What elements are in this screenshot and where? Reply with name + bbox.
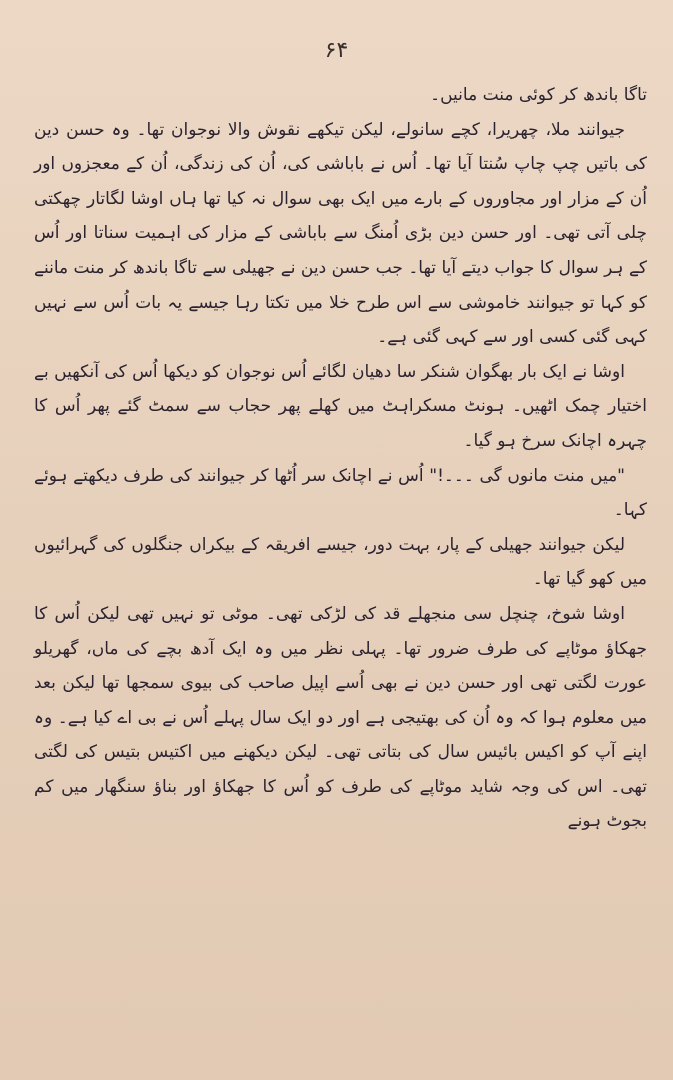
paragraph-3: اوشا نے ایک بار بھگوان شنکر سا دھیان لگائے اُس نوجوان کو دیکھا اُس کی آنکھیں بے اختیار چمک اٹھیں۔ ہونٹ مسکراہٹ میں کھلے پھر حجاب سے سمٹ گئے پھر اُس کا چہرہ اچانک سرخ ہو گیا۔ — [34, 361, 647, 451]
page-body-text — [34, 78, 647, 839]
paragraph-5: لیکن جیوانند جھیلی کے پار، بہت دور، جیسے افریقہ کے بیکراں جنگلوں کی گہرائیوں میں کھو گیا تھا۔ — [34, 534, 647, 590]
paragraph-2: جیوانند ملا، چھریرا، کچے سانولے، لیکن تیکھے نقوش والا نوجوان تھا۔ وہ حسن دین کی باتیں چپ چاپ سُنتا آیا تھا۔ اُس نے باباشی کی، اُن کی زندگی، اُن کے معجزوں اور اُن کے مزار اور مجاوروں کے بارے میں ایک بھی سوال نہ کیا تھا ہاں اوشا لگاتار چھکتی چلی آتی تھی۔ اور حسن دین بڑی اُمنگ سے باباشی کے مزار کی اہمیت سناتا اور اُس کے ہر سوال کا جواب دیتے آیا تھا۔ جب حسن دین نے جھیلی سے تاگا باندھ کر منت ماننے کو کہا تو جیوانند خاموشی سے اس طرح خلا میں تکتا رہا جیسے یہ بات اُس سے نہیں کہی گئی کسی اور سے کہی گئی ہے۔ — [34, 119, 647, 348]
paragraph-1: تاگا باندھ کر کوئی منت مانیں۔ — [430, 85, 647, 105]
paragraph-4: "میں منت مانوں گی ۔۔۔!" اُس نے اچانک سر اُٹھا کر جیوانند کی طرف دیکھتے ہوئے کہا۔ — [34, 465, 647, 521]
page-number: ۶۴ — [324, 38, 349, 63]
paragraph-6: اوشا شوخ، چنچل سی منجھلے قد کی لڑکی تھی۔ موٹی تو نہیں تھی لیکن اُس کا جھکاؤ موٹاپے کی طرف ضرور تھا۔ پہلی نظر میں وہ ایک آدھ بچے کی ماں، گھریلو عورت لگتی تھی اور حسن دین نے بھی اُسے اپیل صاحب کی بیوی سمجھا تھا لیکن بعد میں معلوم ہوا کہ وہ اُن کی بھتیجی ہے اور دو ایک سال پہلے اُس نے بی اے کیا ہے۔ وہ اپنے آپ کو اکیس بائیس سال کی بتاتی تھی۔ لیکن دیکھنے میں اکتیس بتیس کی لگتی تھی۔ اس کی وجہ شاید موٹاپے کی طرف کو اُس کا جھکاؤ اور بناؤ سنگھار میں کم بجوٹ ہونے — [34, 603, 647, 832]
